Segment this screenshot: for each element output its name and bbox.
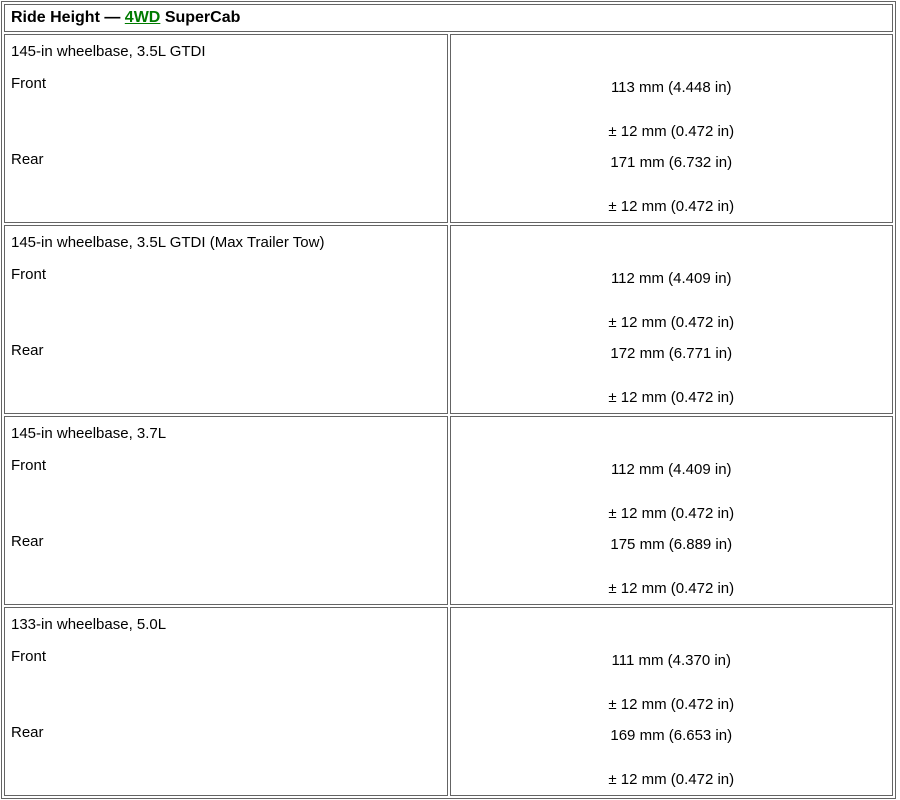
variant-cell <box>4 34 448 223</box>
values-cell <box>450 225 894 414</box>
values-cell <box>450 607 894 796</box>
front-value: 112 mm (4.409 in) <box>610 270 732 287</box>
ride-height-spec-table <box>1 1 896 799</box>
variant-label: 145-in wheelbase, 3.7L <box>11 425 167 442</box>
rear-tolerance: ± 12 mm (0.472 in) <box>608 389 735 406</box>
rear-tolerance: ± 12 mm (0.472 in) <box>608 771 735 788</box>
front-value: 111 mm (4.370 in) <box>611 652 731 669</box>
rear-label: Rear <box>11 342 44 359</box>
front-value: 113 mm (4.448 in) <box>610 79 732 96</box>
page-title-suffix: SuperCab <box>164 9 241 26</box>
front-label: Front <box>11 266 47 283</box>
variant-cell <box>4 607 448 796</box>
variant-cell <box>4 416 448 605</box>
front-tolerance: ± 12 mm (0.472 in) <box>608 314 735 331</box>
variant-cell <box>4 225 448 414</box>
rear-value: 169 mm (6.653 in) <box>610 727 733 744</box>
rear-label: Rear <box>11 151 44 168</box>
front-value: 112 mm (4.409 in) <box>610 461 732 478</box>
rear-value: 171 mm (6.732 in) <box>610 154 733 171</box>
front-label: Front <box>11 75 47 92</box>
front-label: Front <box>11 648 47 665</box>
front-tolerance: ± 12 mm (0.472 in) <box>608 696 735 713</box>
rear-tolerance: ± 12 mm (0.472 in) <box>608 198 735 215</box>
page-title-prefix: Ride Height — <box>11 9 121 26</box>
rear-tolerance: ± 12 mm (0.472 in) <box>608 580 735 597</box>
variant-label: 145-in wheelbase, 3.5L GTDI (Max Trailer Tow) <box>11 234 325 251</box>
variant-label: 145-in wheelbase, 3.5L GTDI <box>11 43 206 60</box>
table-row <box>4 225 893 414</box>
rear-value: 175 mm (6.889 in) <box>610 536 733 553</box>
table-title-cell <box>4 4 893 32</box>
rear-label: Rear <box>11 533 44 550</box>
values-cell <box>450 416 894 605</box>
values-cell <box>450 34 894 223</box>
front-tolerance: ± 12 mm (0.472 in) <box>608 123 735 140</box>
link-4wd[interactable]: 4WD <box>124 9 161 26</box>
front-tolerance: ± 12 mm (0.472 in) <box>608 505 735 522</box>
rear-label: Rear <box>11 724 44 741</box>
variant-label: 133-in wheelbase, 5.0L <box>11 616 167 633</box>
table-row <box>4 34 893 223</box>
table-header-row <box>4 4 893 32</box>
front-label: Front <box>11 457 47 474</box>
table-row <box>4 416 893 605</box>
rear-value: 172 mm (6.771 in) <box>610 345 733 362</box>
table-row <box>4 607 893 796</box>
